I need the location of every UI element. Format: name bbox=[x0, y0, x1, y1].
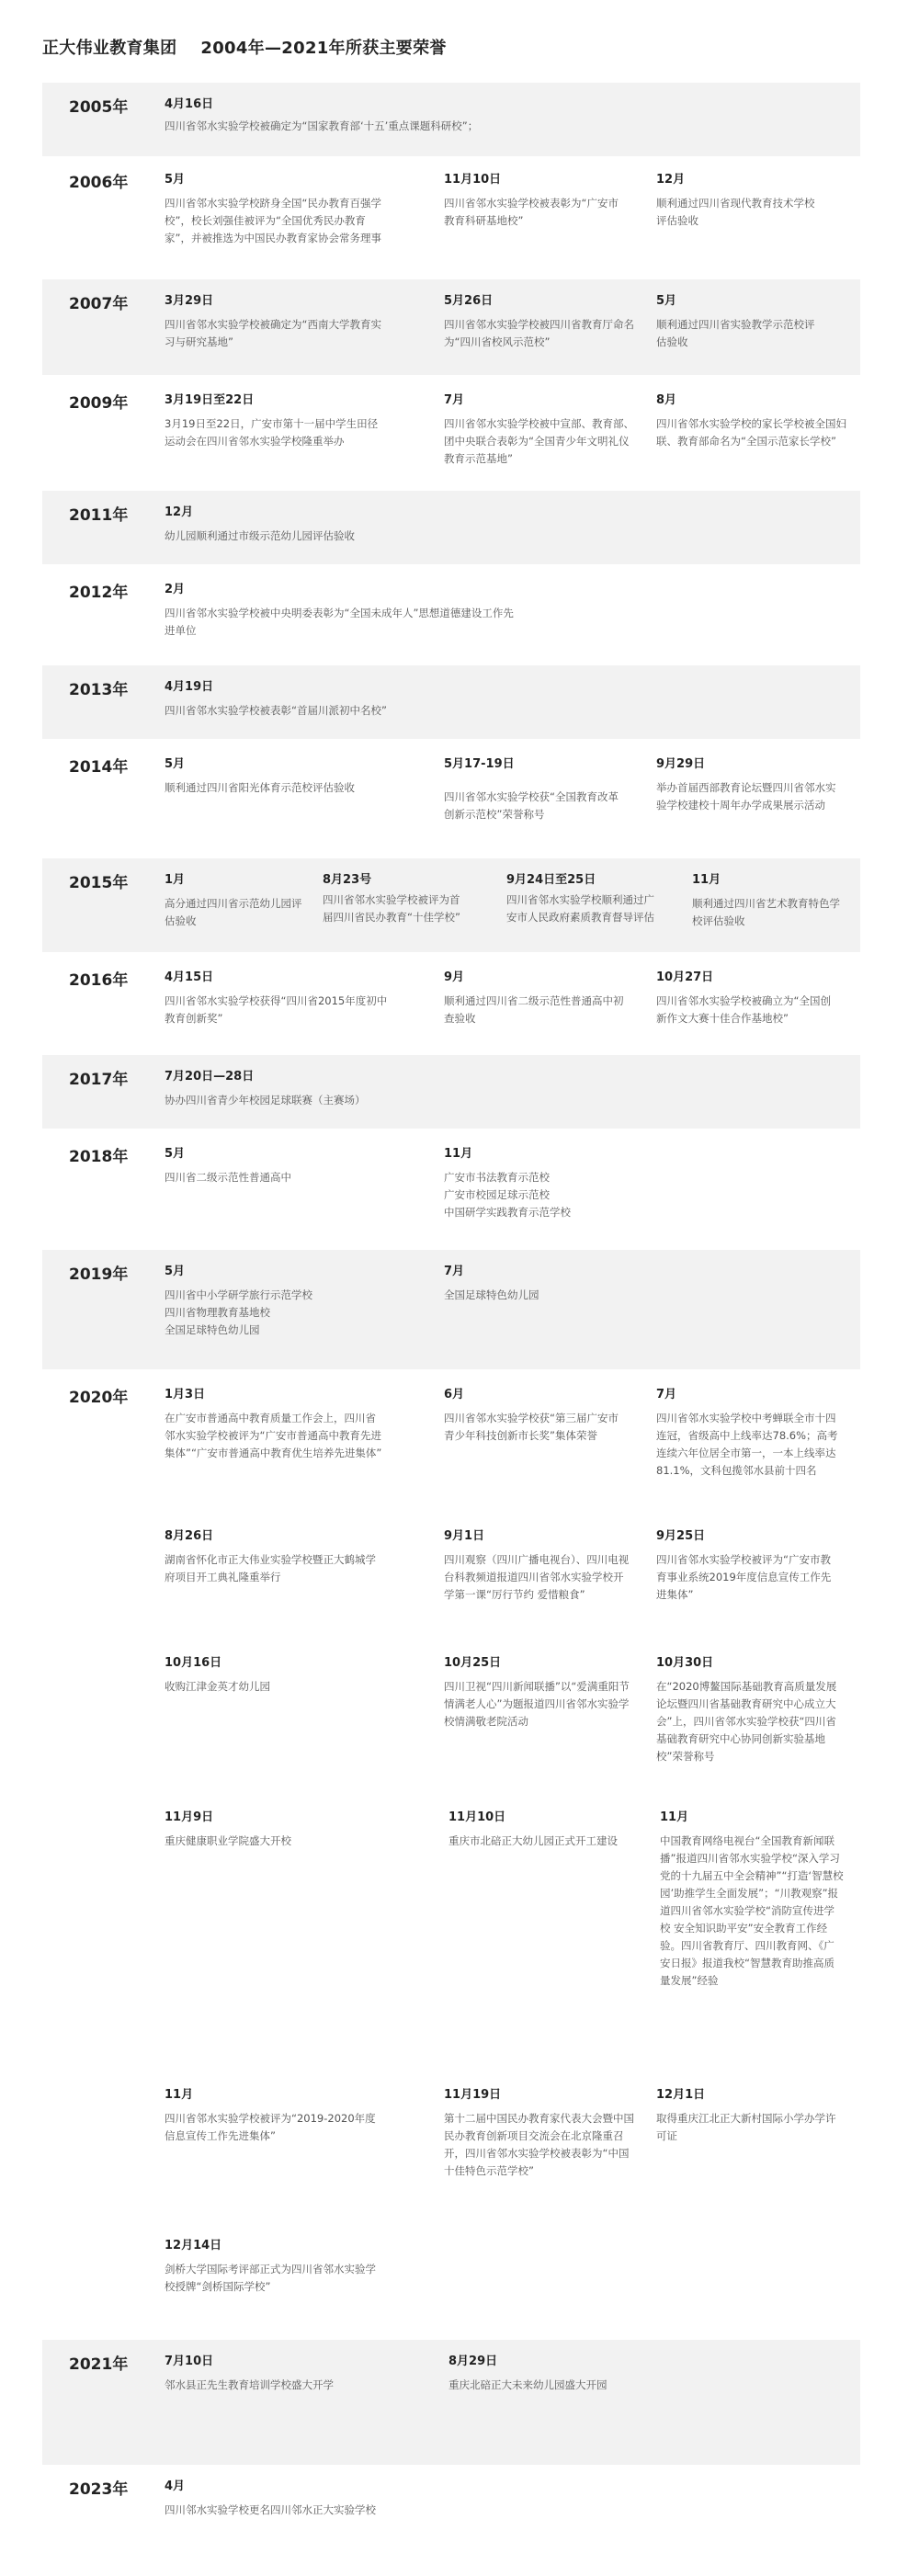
honor-date: 8月29日 bbox=[448, 2355, 498, 2368]
honor-entry bbox=[656, 171, 822, 230]
honor-entry bbox=[165, 504, 624, 545]
honor-entry bbox=[165, 2478, 376, 2519]
honor-entry bbox=[165, 2353, 403, 2394]
honor-entry bbox=[165, 755, 422, 797]
honor-date: 5月 bbox=[165, 173, 186, 187]
honor-date: 3月29日 bbox=[165, 294, 214, 308]
honor-text: 广安市书法教育示范校 广安市校园足球示范校 中国研学实践教育示范学校 bbox=[444, 1171, 571, 1219]
page-title bbox=[42, 35, 447, 59]
honor-date: 5月17-19日 bbox=[444, 757, 515, 771]
honor-entry bbox=[165, 678, 624, 720]
year-section-2016 bbox=[42, 956, 860, 1051]
honor-date: 9月24日至25日 bbox=[506, 873, 596, 887]
honor-entry bbox=[165, 2237, 385, 2296]
honor-text: 四川省邻水实验学校被确定为“国家教育部‘十五’重点课题科研校”； bbox=[165, 119, 479, 132]
honor-date: 9月1日 bbox=[444, 1529, 485, 1543]
honor-entry bbox=[444, 969, 628, 1027]
year-label: 2023年 bbox=[69, 2480, 129, 2499]
honor-date: 11月9日 bbox=[165, 1810, 214, 1824]
honor-date: 6月 bbox=[444, 1388, 465, 1401]
year-label: 2020年 bbox=[69, 1389, 129, 1407]
year-label: 2014年 bbox=[69, 758, 129, 777]
year-label: 2015年 bbox=[69, 874, 129, 892]
honor-text: 在广安市普通高中教育质量工作会上，四川省邻水实验学校被评为“广安市普通高中教育先进集体”“广安市普通高中教育优生培养先进集体” bbox=[165, 1412, 382, 1459]
year-section-2009 bbox=[42, 379, 860, 487]
honor-text: 四川省邻水实验学校被确立为“全国创新作文大赛十佳合作基地校” bbox=[656, 994, 831, 1025]
year-label: 2007年 bbox=[69, 295, 129, 313]
honor-date: 8月23号 bbox=[323, 873, 372, 887]
honor-date: 11月 bbox=[444, 1147, 473, 1161]
honor-entry bbox=[165, 1263, 403, 1339]
honor-entry bbox=[656, 2086, 845, 2145]
honor-text: 协办四川省青少年校园足球联赛（主赛场） bbox=[165, 1094, 366, 1106]
honor-date: 5月 bbox=[165, 1147, 186, 1161]
honor-date: 11月10日 bbox=[444, 173, 502, 187]
honor-date: 12月1日 bbox=[656, 2088, 706, 2102]
honor-date: 2月 bbox=[165, 583, 186, 596]
year-section-2006 bbox=[42, 158, 860, 276]
honor-date: 4月 bbox=[165, 2480, 186, 2493]
honor-entry bbox=[165, 581, 514, 640]
year-label: 2017年 bbox=[69, 1071, 129, 1089]
year-section-2011 bbox=[42, 491, 860, 564]
honor-text: 四川省邻水实验学校中考蝉联全市十四连冠，省级高中上线率达78.6%；高考连续六年位居全市第一，一本上线率达81.1%，文科包揽邻水县前十四名 bbox=[656, 1412, 838, 1477]
honor-entry bbox=[448, 1809, 632, 1850]
honor-entry bbox=[444, 2086, 637, 2180]
honor-entry bbox=[165, 1068, 624, 1109]
honor-date: 12月 bbox=[165, 505, 194, 519]
honor-entry bbox=[165, 171, 390, 247]
honor-date: 5月 bbox=[165, 1265, 186, 1278]
year-section-2005 bbox=[42, 83, 860, 156]
honor-text: 四川省邻水实验学校被四川省教育厅命名为“四川省校风示范校” bbox=[444, 318, 634, 348]
honor-date: 7月 bbox=[444, 1265, 465, 1278]
honor-text: 四川观察（四川广播电视台）、四川电视台科教频道报道四川省邻水实验学校开学第一课“厉行节约 爱惜粮食” bbox=[444, 1553, 630, 1601]
year-label: 2012年 bbox=[69, 584, 129, 602]
honor-date: 4月16日 bbox=[165, 97, 214, 111]
honor-text: 四川省二级示范性普通高中 bbox=[165, 1171, 291, 1184]
honor-text: 顺利通过四川省阳光体育示范校评估验收 bbox=[165, 781, 355, 794]
honor-date: 11月19日 bbox=[444, 2088, 502, 2102]
honor-text: 四川省邻水实验学校获“全国教育改革创新示范校”荣誉称号 bbox=[444, 790, 619, 821]
honor-date: 12月 bbox=[656, 173, 686, 187]
honor-date: 10月16日 bbox=[165, 1656, 222, 1670]
honor-entry bbox=[165, 969, 390, 1027]
year-label: 2013年 bbox=[69, 681, 129, 699]
year-label: 2005年 bbox=[69, 98, 129, 117]
honor-text: 四川卫视“四川新闻联播”以“爱满重阳节 情满老人心”为题报道四川省邻水实验学校情满敬老院活动 bbox=[444, 1680, 630, 1728]
honor-date: 4月19日 bbox=[165, 680, 214, 694]
honor-text: 四川省邻水实验学校获“第三届广安市青少年科技创新市长奖”集体荣誉 bbox=[444, 1412, 619, 1442]
year-section-2020 bbox=[42, 1373, 860, 2338]
honor-text: 邻水县正先生教育培训学校盛大开学 bbox=[165, 2378, 334, 2391]
honor-text: 四川省邻水实验学校被表彰“首届川派初中名校” bbox=[165, 704, 387, 717]
honor-entry bbox=[165, 392, 385, 450]
honor-date: 7月 bbox=[656, 1388, 677, 1401]
honor-date: 1月 bbox=[165, 873, 186, 887]
honor-date: 7月10日 bbox=[165, 2355, 214, 2368]
honor-date: 11月 bbox=[692, 873, 721, 887]
honor-text: 第十二届中国民办教育家代表大会暨中国民办教育创新项目交流会在北京隆重召开，四川省邻水实验学校被表彰为“中国十佳特色示范学校” bbox=[444, 2112, 634, 2177]
honor-entry bbox=[656, 292, 822, 351]
year-section-2023 bbox=[42, 2465, 860, 2570]
honor-text: 四川省邻水实验学校被中央明委表彰为“全国未成年人”思想道德建设工作先进单位 bbox=[165, 607, 514, 637]
honor-text: 湖南省怀化市正大伟业实验学校暨正大鹤城学府项目开工典礼隆重举行 bbox=[165, 1553, 376, 1583]
honor-text: 取得重庆江北正大新村国际小学办学许可证 bbox=[656, 2112, 836, 2142]
honor-text: 重庆健康职业学院盛大开校 bbox=[165, 1834, 291, 1847]
honor-entry bbox=[448, 2353, 687, 2394]
honor-date: 7月20日—28日 bbox=[165, 1070, 255, 1084]
honor-entry bbox=[165, 1527, 385, 1586]
org-name: 正大伟业教育集团 bbox=[42, 39, 177, 58]
honor-text: 四川省邻水实验学校跻身全国“民办教育百强学校”，校长刘强佳被评为“全国优秀民办教育家”，并被推选为中国民办教育家协会常务理事 bbox=[165, 197, 381, 244]
honor-entry bbox=[444, 1527, 632, 1604]
honor-date: 7月 bbox=[444, 393, 465, 407]
honor-text: 四川省邻水实验学校被确定为“西南大学教育实习与研究基地” bbox=[165, 318, 381, 348]
honor-date: 11月 bbox=[660, 1810, 689, 1824]
honor-date: 11月 bbox=[165, 2088, 194, 2102]
honor-entry bbox=[444, 392, 637, 468]
honor-text: 四川邻水实验学校更名四川邻水正大实验学校 bbox=[165, 2503, 376, 2516]
honor-text: 四川省邻水实验学校被评为“广安市教育事业系统2019年度信息宣传工作先进集体” bbox=[656, 1553, 832, 1601]
honor-text: 收购江津金英才幼儿园 bbox=[165, 1680, 270, 1693]
honor-text: 中国教育网络电视台“全国教育新闻联播”报道四川省邻水实验学校“深入学习党的十九届五中全会精神”“打造‘智慧校园’助推学生全面发展”；“川教观察”报道四川省邻水实验学校“消防宣传进学校 安全知识助平安”安全教育工作经验。四川省教育厅、四川教育网、《广安日报》报道我校“智慧教育助推高质量发展”经验 bbox=[660, 1834, 844, 1987]
year-section-2014 bbox=[42, 743, 860, 855]
honor-text: 高分通过四川省示范幼儿园评估验收 bbox=[165, 897, 302, 927]
year-section-2007 bbox=[42, 279, 860, 375]
honor-date: 9月25日 bbox=[656, 1529, 706, 1543]
honor-text: 幼儿园顺利通过市级示范幼儿园评估验收 bbox=[165, 529, 355, 542]
honor-date: 1月3日 bbox=[165, 1388, 206, 1401]
honor-text: 四川省邻水实验学校被中宣部、教育部、团中央联合表彰为“全国青少年文明礼仪教育示范基地” bbox=[444, 417, 634, 465]
year-section-2012 bbox=[42, 568, 860, 662]
honor-date: 5月 bbox=[165, 757, 186, 771]
honor-text: 在“2020博鳌国际基础教育高质量发展论坛暨四川省基础教育研究中心成立大会”上，四川省邻水实验学校获“四川省基础教育研究中心协同创新实验基地校”荣誉称号 bbox=[656, 1680, 837, 1763]
honor-date: 10月30日 bbox=[656, 1656, 714, 1670]
honor-entry bbox=[506, 871, 663, 926]
honor-text: 3月19日至22日，广安市第十一届中学生田径运动会在四川省邻水实验学校隆重举办 bbox=[165, 417, 379, 448]
honor-entry bbox=[165, 1654, 385, 1696]
honor-text: 顺利通过四川省现代教育技术学校评估验收 bbox=[656, 197, 815, 227]
year-label: 2016年 bbox=[69, 971, 129, 990]
honor-entry bbox=[656, 1386, 840, 1480]
honor-date: 10月27日 bbox=[656, 970, 714, 984]
honor-text: 举办首届西部教育论坛暨四川省邻水实验学校建校十周年办学成果展示活动 bbox=[656, 781, 836, 811]
year-section-2013 bbox=[42, 665, 860, 739]
honor-date: 8月26日 bbox=[165, 1529, 214, 1543]
honor-entry bbox=[444, 1654, 632, 1731]
honor-text: 顺利通过四川省实验教学示范校评估验收 bbox=[656, 318, 815, 348]
year-label: 2011年 bbox=[69, 506, 129, 525]
honor-date: 10月25日 bbox=[444, 1656, 502, 1670]
honor-entry bbox=[444, 1386, 628, 1445]
honor-text: 剑桥大学国际考评部正式为四川省邻水实验学校授牌“剑桥国际学校” bbox=[165, 2263, 376, 2293]
honor-date: 5月26日 bbox=[444, 294, 494, 308]
year-section-2015 bbox=[42, 858, 860, 952]
honor-entry bbox=[656, 1527, 840, 1604]
honor-text: 重庆市北碚正大幼儿园正式开工建设 bbox=[448, 1834, 618, 1847]
honor-date: 5月 bbox=[656, 294, 677, 308]
honor-entry bbox=[165, 96, 679, 135]
year-label: 2009年 bbox=[69, 394, 129, 413]
honor-entry bbox=[165, 871, 312, 930]
honor-text: 四川省邻水实验学校顺利通过广安市人民政府素质教育督导评估 bbox=[506, 893, 654, 924]
honor-entry bbox=[656, 392, 858, 450]
honor-entry bbox=[444, 1263, 683, 1304]
honor-text: 重庆北碚正大未来幼儿园盛大开园 bbox=[448, 2378, 607, 2391]
year-section-2019 bbox=[42, 1250, 860, 1369]
honor-text: 四川省邻水实验学校的家长学校被全国妇联、教育部命名为“全国示范家长学校” bbox=[656, 417, 846, 448]
year-label: 2006年 bbox=[69, 174, 129, 192]
honor-text: 顺利通过四川省二级示范性普通高中初查验收 bbox=[444, 994, 624, 1025]
honor-entry bbox=[444, 171, 628, 230]
honor-entry bbox=[656, 1654, 840, 1765]
honor-text: 四川省中小学研学旅行示范学校 四川省物理教育基地校 全国足球特色幼儿园 bbox=[165, 1288, 312, 1336]
honor-date: 12月14日 bbox=[165, 2239, 222, 2253]
year-label: 2019年 bbox=[69, 1265, 129, 1284]
honor-text: 四川省邻水实验学校被评为首届四川省民办教育“十佳学校” bbox=[323, 893, 460, 924]
honor-entry bbox=[660, 1809, 844, 1990]
honor-text: 四川省邻水实验学校获得“四川省2015年度初中教育创新奖” bbox=[165, 994, 388, 1025]
honor-entry bbox=[692, 871, 848, 930]
honor-entry bbox=[656, 755, 840, 814]
honor-date: 11月10日 bbox=[448, 1810, 506, 1824]
honor-text: 四川省邻水实验学校被评为“2019-2020年度信息宣传工作先进集体” bbox=[165, 2112, 376, 2142]
honor-date: 3月19日至22日 bbox=[165, 393, 255, 407]
honor-entry bbox=[165, 292, 385, 351]
page-subtitle: 2004年—2021年所获主要荣誉 bbox=[200, 39, 447, 58]
honor-entry bbox=[165, 2086, 385, 2145]
honor-entry bbox=[656, 969, 831, 1027]
year-section-2017 bbox=[42, 1055, 860, 1129]
year-label: 2018年 bbox=[69, 1148, 129, 1166]
year-label: 2021年 bbox=[69, 2355, 129, 2374]
honor-date: 8月 bbox=[656, 393, 677, 407]
honor-text: 全国足球特色幼儿园 bbox=[444, 1288, 539, 1301]
year-section-2021 bbox=[42, 2340, 860, 2465]
honor-text: 四川省邻水实验学校被表彰为“广安市教育科研基地校” bbox=[444, 197, 619, 227]
honor-text: 顺利通过四川省艺术教育特色学校评估验收 bbox=[692, 897, 840, 927]
honor-date: 9月29日 bbox=[656, 757, 706, 771]
honor-date: 9月 bbox=[444, 970, 465, 984]
honor-entry bbox=[165, 1386, 385, 1462]
honor-date: 4月15日 bbox=[165, 970, 214, 984]
honor-entry bbox=[444, 292, 637, 351]
honor-entry bbox=[323, 871, 470, 926]
honor-entry bbox=[444, 755, 628, 823]
honor-entry bbox=[165, 1145, 403, 1186]
year-section-2018 bbox=[42, 1132, 860, 1243]
honor-entry bbox=[444, 1145, 683, 1221]
honor-entry bbox=[165, 1809, 385, 1850]
